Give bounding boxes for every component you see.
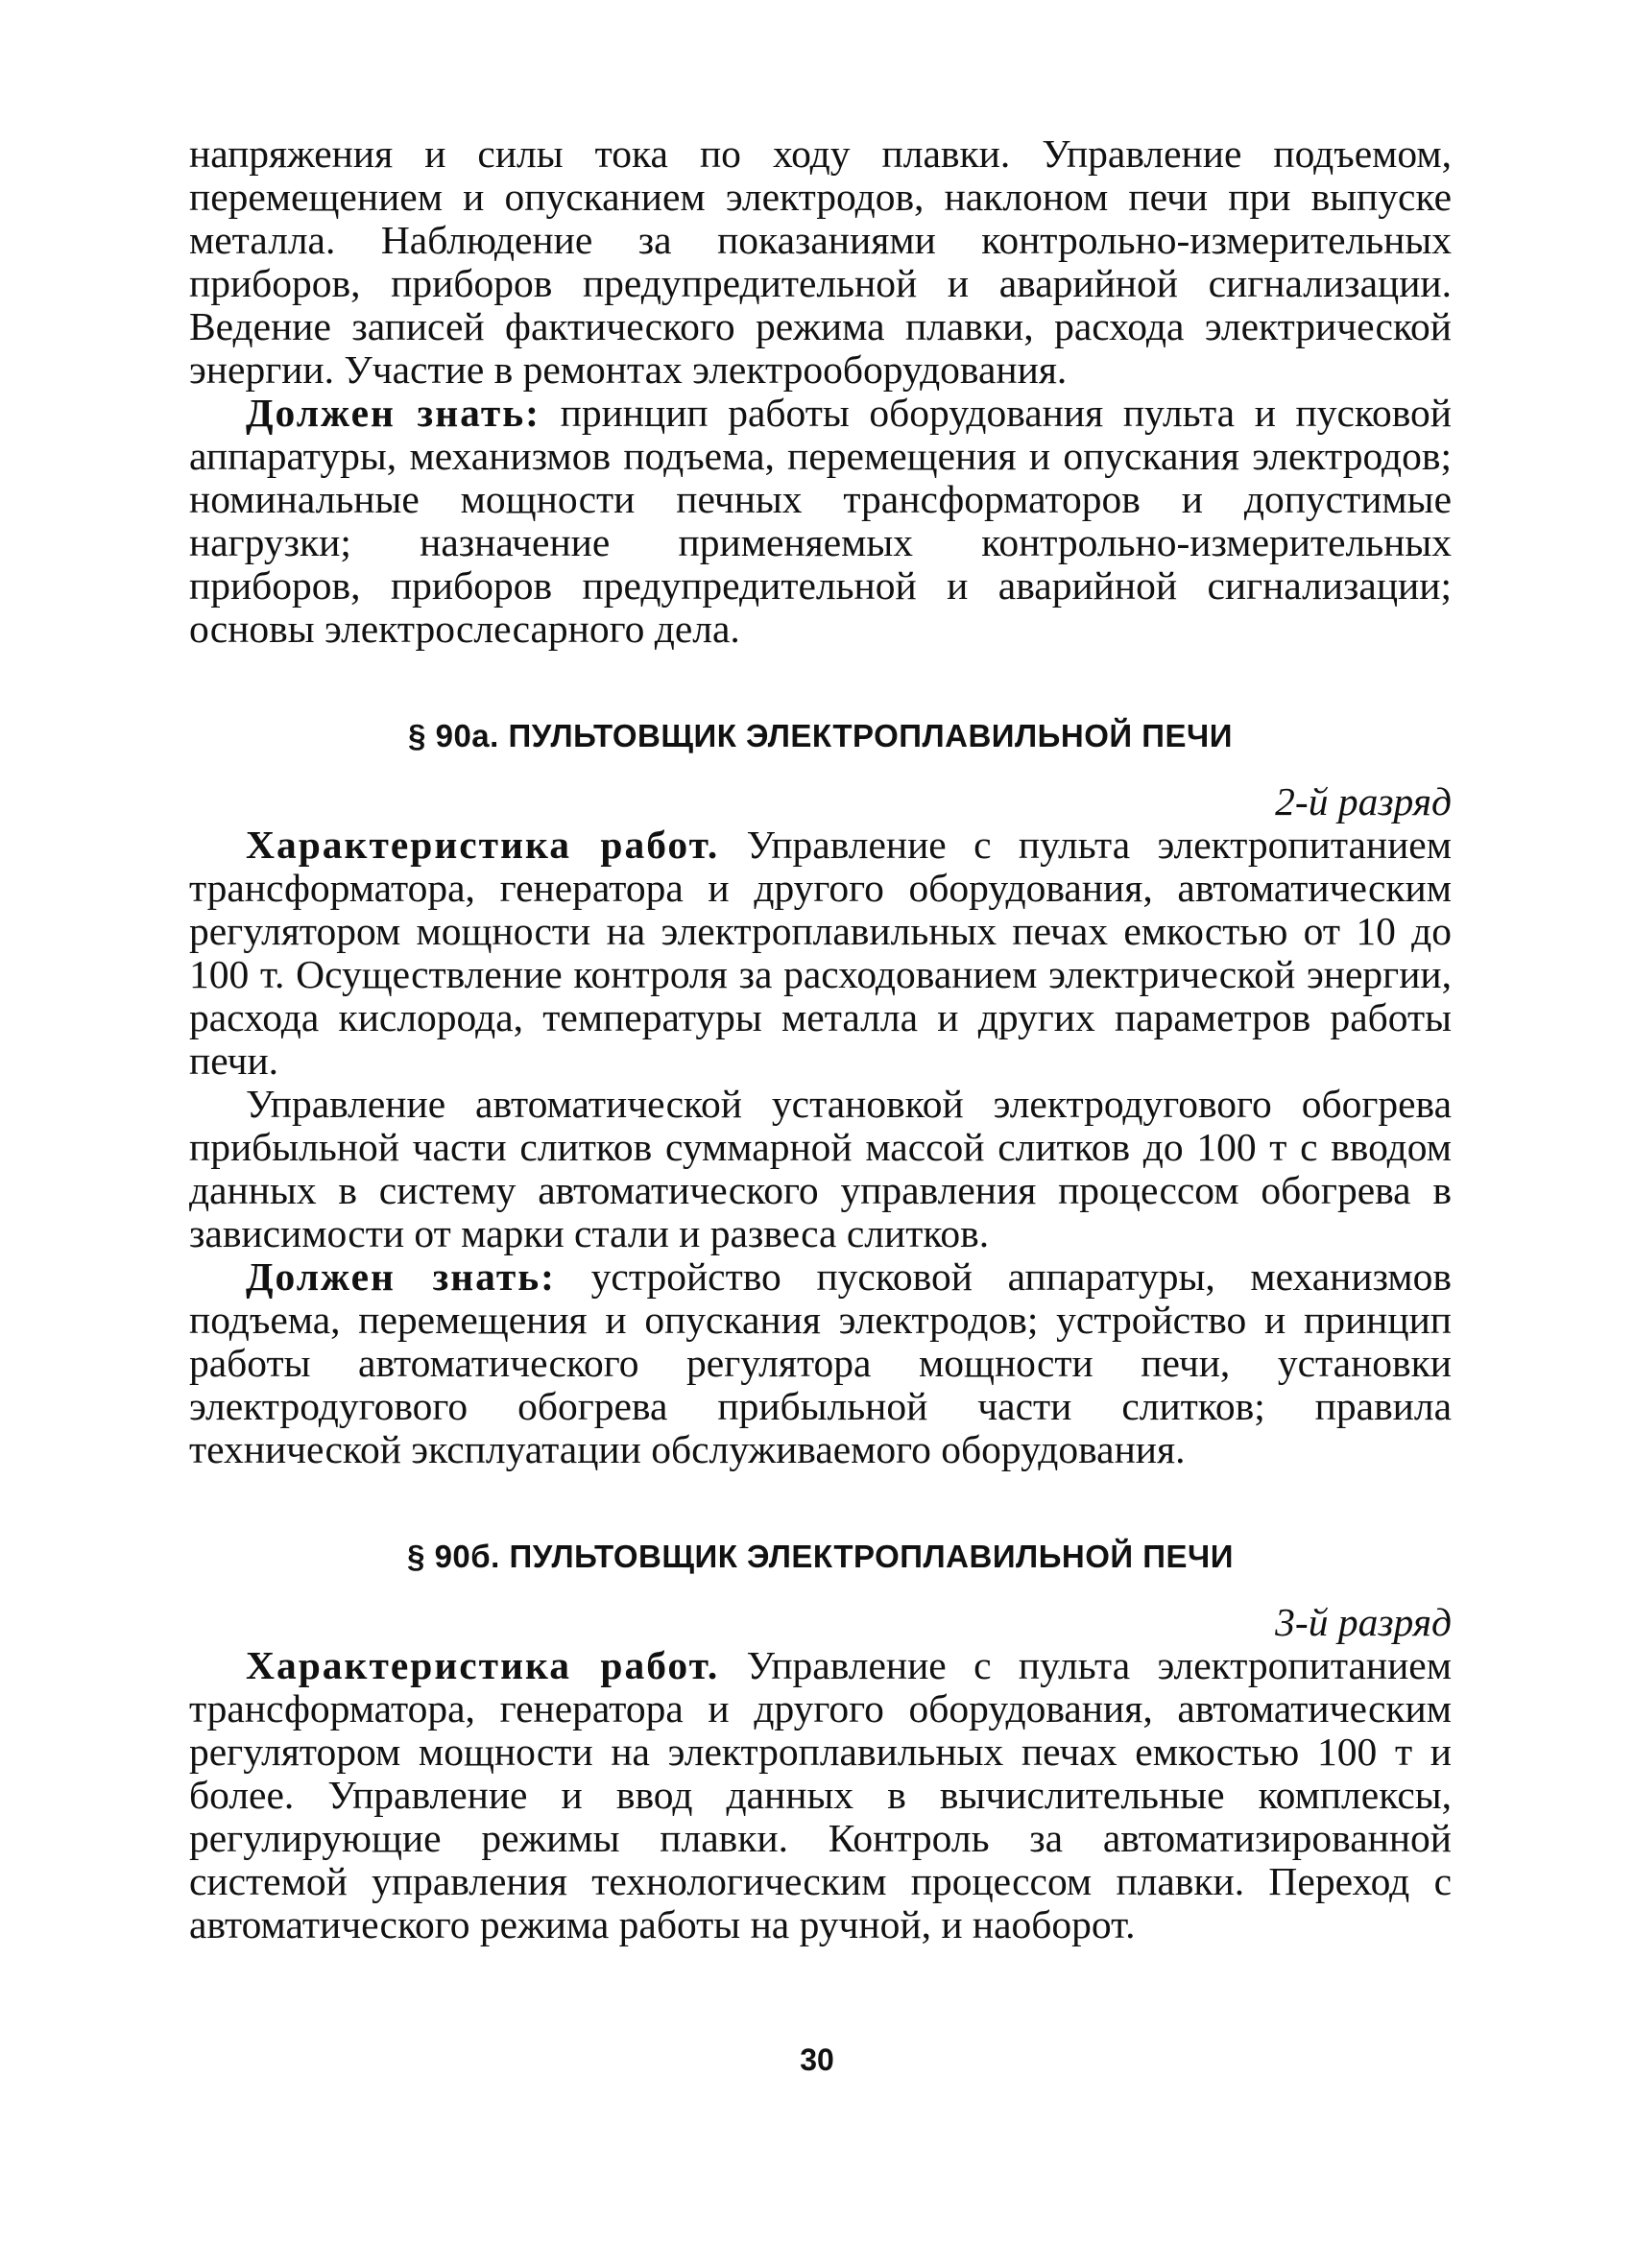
section-90b-paragraph-1 — [189, 1644, 1452, 1946]
section-90a-lead-characteristics: Характеристика работ. — [246, 823, 720, 867]
section-90b-heading: § 90б. ПУЛЬТОВЩИК ЭЛЕКТРОПЛАВИЛЬНОЙ ПЕЧИ — [407, 1539, 1234, 1574]
section-90a-heading: § 90а. ПУЛЬТОВЩИК ЭЛЕКТРОПЛАВИЛЬНОЙ ПЕЧИ — [408, 718, 1233, 753]
intro-paragraph-1: напряжения и силы тока по ходу плавки. Управление подъемом, перемещением и опусканием электродов, наклоном печи при выпуске металла. Наблюдение за показаниями контрольно-измерительных приборов, приборов предупредительной и аварийной сигнализации. Ведение записей фактического режима плавки, расхода электрической энергии. Участие в ремонтах электрооборудования. — [189, 131, 1452, 392]
section-90a-grade: 2-й разряд — [1275, 779, 1452, 824]
intro-must-know-text: принцип работы оборудования пульта и пусковой аппаратуры, механизмов подъема, перемещения и опускания электродов; номинальные мощности печных трансформаторов и допустимые нагрузки; назначение применяемых контрольно-измерительных приборов, приборов предупредительной и аварийной сигнализации; основы электрослесарного дела. — [189, 391, 1453, 651]
section-90a-paragraph-3 — [189, 1255, 1452, 1471]
section-90a-paragraph-1 — [189, 824, 1452, 1083]
section-90a-characteristics-text: Управление с пульта электропитанием трансформатора, генератора и другого оборудования, автоматическим регулятором мощности на электроплавильных печах емкостью от 10 до 100 т. Осуществление контроля за расходованием электрической энергии, расхода кислорода, температуры металла и других параметров работы печи. — [189, 823, 1452, 1083]
section-90a-lead-must-know: Должен знать: — [246, 1254, 556, 1299]
section-90b-lead-characteristics: Характеристика работ. — [246, 1643, 720, 1687]
section-90b-grade: 3-й разряд — [1275, 1600, 1452, 1644]
section-90b-characteristics-text: Управление с пульта электропитанием трансформатора, генератора и другого оборудования, автоматическим регулятором мощности на электроплавильных печах емкостью 100 т и более. Управление и ввод данных в вычислительные комплексы, регулирующие режимы плавки. Контроль за автоматизированной системой управления технологическим процессом плавки. Переход с автоматического режима работы на ручной, и наоборот. — [189, 1643, 1452, 1946]
page-body — [189, 132, 1452, 1946]
section-90a-must-know-text: устройство пусковой аппаратуры, механизмов подъема, перемещения и опускания электродов; устройство и принцип работы автоматического регулятора мощности печи, установки электродугового обогрева прибыльной части слитков; правила технической эксплуатации обслуживаемого оборудования. — [189, 1254, 1452, 1471]
page-number: 30 — [800, 2042, 834, 2077]
intro-paragraph-2 — [189, 392, 1452, 651]
section-90a-paragraph-2: Управление автоматической установкой электродугового обогрева прибыльной части слитков суммарной массой слитков до 100 т с вводом данных в систему автоматического управления процессом обогрева в зависимости от марки стали и развеса слитков. — [189, 1082, 1452, 1255]
intro-lead-must-know: Должен знать: — [246, 391, 541, 435]
